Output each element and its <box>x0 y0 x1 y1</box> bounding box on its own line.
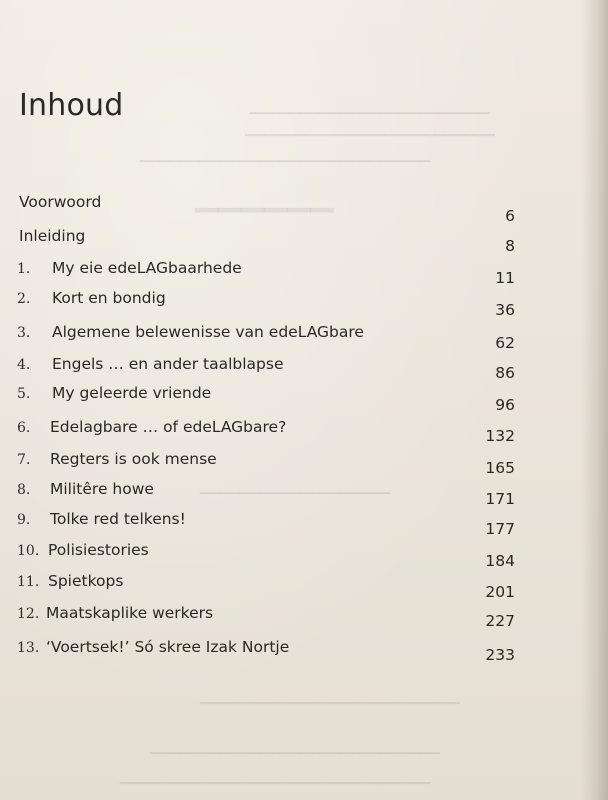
toc-entry-2 <box>0 289 608 319</box>
toc-entry-page: 36 <box>495 301 515 319</box>
toc-entry-page: 227 <box>485 612 515 630</box>
toc-entry-number: 11. <box>17 574 40 590</box>
show-through-line: ▁▁▁▁▁▁▁▁▁▁▁▁▁▁▁▁▁▁▁▁▁▁▁▁▁▁▁▁▁ <box>140 148 430 163</box>
toc-entry-9 <box>0 510 608 538</box>
show-through-line: ▁▁▁▁▁▁▁▁▁▁▁▁▁▁▁▁▁▁▁▁▁▁▁▁▁▁ <box>200 690 460 705</box>
toc-entry-inleiding <box>0 227 608 255</box>
show-through-line: ▁▁▁▁▁▁▁▁▁▁▁▁▁▁▁▁▁▁▁▁▁▁▁▁▁ <box>245 122 495 137</box>
toc-entry-8 <box>0 480 608 508</box>
toc-entry-page: 6 <box>505 207 515 225</box>
show-through-title: ▁▁▁▁▁▁ <box>195 178 334 213</box>
toc-entry-10 <box>0 541 608 570</box>
toc-entry-number: 1. <box>17 261 31 277</box>
toc-entry-title: Spietkops <box>48 572 124 590</box>
toc-entry-title: Tolke red telkens! <box>50 510 186 528</box>
toc-entry-number: 4. <box>17 357 31 373</box>
toc-entry-number: 6. <box>17 420 31 436</box>
toc-entry-number: 10. <box>17 543 40 559</box>
toc-entry-title: Algemene belewenisse van edeLAGbare <box>52 323 364 341</box>
toc-entry-title: ‘Voertsek!’ Só skree Izak Nortje <box>46 638 290 656</box>
toc-entry-4 <box>0 355 608 382</box>
toc-entry-5 <box>0 384 608 414</box>
toc-entry-12 <box>0 604 608 628</box>
toc-entry-title: My geleerde vriende <box>52 384 212 402</box>
toc-entry-page: 96 <box>495 396 515 414</box>
show-through-line: ▁▁▁▁▁▁▁▁▁▁▁▁▁▁▁▁▁▁▁▁▁▁▁▁ <box>250 100 490 115</box>
toc-entry-11 <box>0 572 608 601</box>
toc-entry-page: 86 <box>495 364 515 382</box>
toc-entry-number: 5. <box>17 386 31 402</box>
toc-entry-title: Edelagbare … of edeLAGbare? <box>50 418 287 436</box>
toc-entry-page: 201 <box>485 583 515 601</box>
page-title: Inhoud <box>19 88 124 123</box>
toc-entry-number: 9. <box>17 512 31 528</box>
show-through-line: ▁▁▁▁▁▁▁▁▁▁▁▁▁▁▁▁▁▁▁▁▁▁▁▁▁▁▁▁▁▁▁ <box>120 770 430 785</box>
toc-entry-title: Engels … en ander taalblapse <box>52 355 284 373</box>
toc-entry-page: 177 <box>485 520 515 538</box>
toc-entry-title: Militêre howe <box>50 480 154 498</box>
toc-entry-page: 132 <box>485 427 515 445</box>
toc-entry-6 <box>0 418 608 445</box>
toc-entry-number: 7. <box>17 452 31 468</box>
toc-entry-3 <box>0 323 608 352</box>
toc-entry-number: 3. <box>17 325 31 341</box>
toc-entry-page: 233 <box>485 646 515 664</box>
toc-entry-number: 13. <box>17 640 40 656</box>
page-edge-shadow <box>580 0 608 800</box>
toc-entry-title: Polisiestories <box>48 541 149 559</box>
toc-entry-number: 8. <box>17 482 31 498</box>
toc-entry-title: Maatskaplike werkers <box>46 604 214 622</box>
toc-entry-title: Inleiding <box>19 227 86 245</box>
toc-entry-page: 184 <box>485 552 515 570</box>
toc-entry-title: My eie edeLAGbaarhede <box>52 259 242 277</box>
toc-entry-voorwoord <box>0 193 608 225</box>
toc-entry-13 <box>0 638 608 662</box>
toc-entry-number: 2. <box>17 291 31 307</box>
toc-entry-page: 62 <box>495 334 515 352</box>
toc-entry-title: Voorwoord <box>19 193 102 211</box>
show-through-line: ▁▁▁▁▁▁▁▁▁▁▁▁▁▁▁▁▁▁▁ <box>200 480 390 495</box>
toc-entry-title: Regters is ook mense <box>50 450 217 468</box>
toc-entry-number: 12. <box>17 606 40 622</box>
toc-entry-7 <box>0 450 608 477</box>
show-through-line: ▁▁▁▁▁▁▁▁▁▁▁▁▁▁▁▁▁▁▁▁▁▁▁▁▁▁▁▁▁ <box>150 740 440 755</box>
toc-entry-1 <box>0 259 608 287</box>
toc-entry-page: 11 <box>495 269 515 287</box>
toc-entry-title: Kort en bondig <box>52 289 166 307</box>
toc-entry-page: 165 <box>485 459 515 477</box>
toc-entry-page: 171 <box>485 490 515 508</box>
toc-entry-page: 8 <box>505 237 515 255</box>
